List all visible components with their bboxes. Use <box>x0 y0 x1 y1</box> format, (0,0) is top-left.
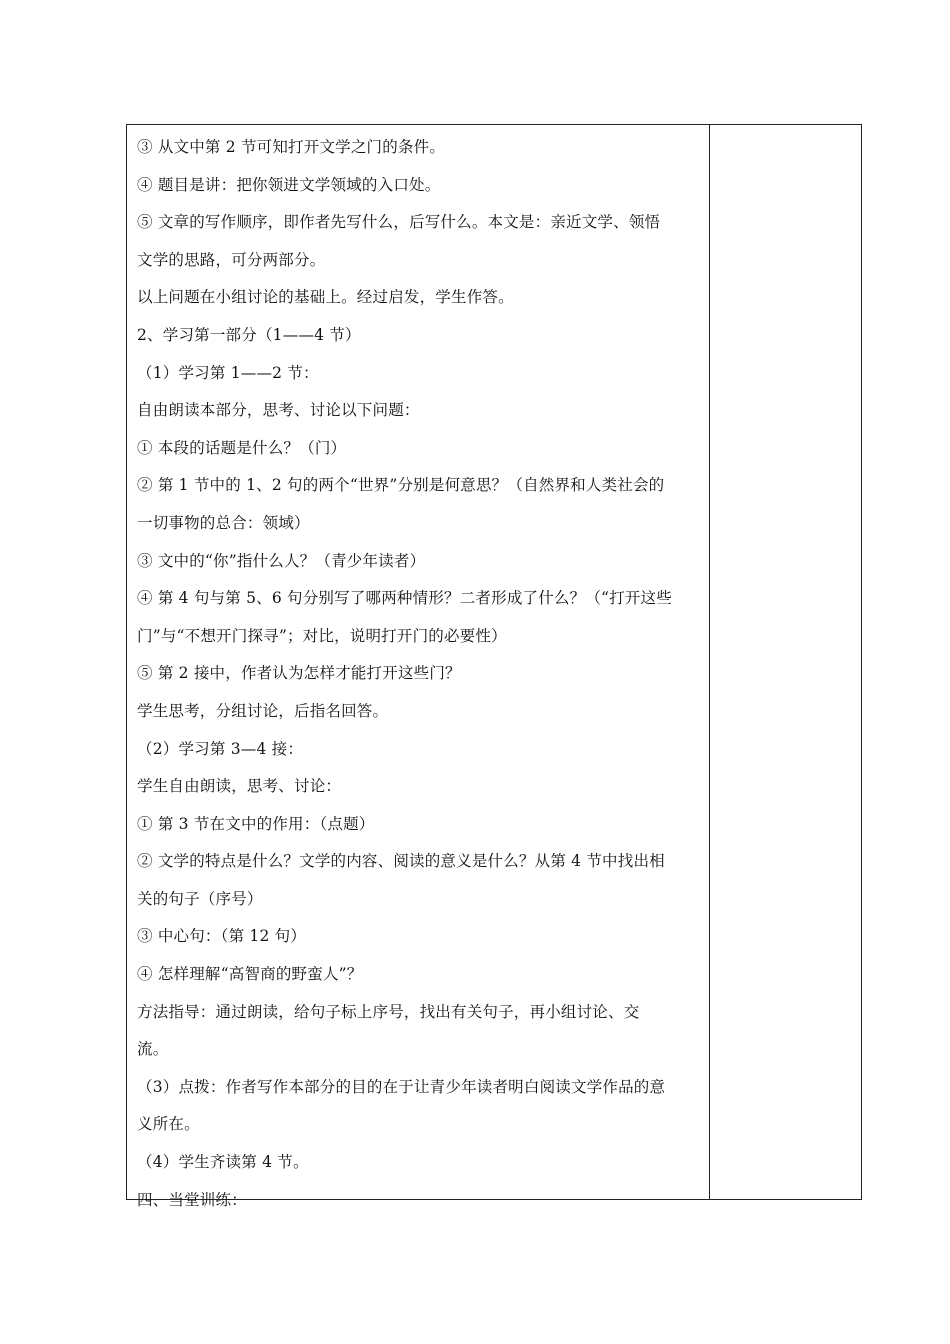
text-line: 自由朗读本部分，思考、讨论以下问题： <box>137 401 420 420</box>
subsection-heading: （4）学生齐读第 4 节。 <box>137 1153 309 1172</box>
question-line: 门”与“不想开门探寻”；对比，说明打开门的必要性） <box>137 626 507 645</box>
text-line: ④ 题目是讲：把你领进文学领域的入口处。 <box>137 175 441 194</box>
notes-cell <box>710 125 861 1199</box>
lesson-content-cell <box>127 125 710 1209</box>
question-line: ① 第 3 节在文中的作用：（点题） <box>137 814 375 833</box>
question-line: ① 本段的话题是什么？（门） <box>137 438 347 457</box>
text-line: 流。 <box>137 1040 169 1059</box>
text-line: 文学的思路，可分两部分。 <box>137 250 326 269</box>
text-line: 学生思考，分组讨论，后指名回答。 <box>137 701 389 720</box>
question-line: ② 第 1 节中的 1、2 句的两个“世界”分别是何意思？（自然界和人类社会的 <box>137 476 665 495</box>
question-line: ④ 第 4 句与第 5、6 句分别写了哪两种情形？二者形成了什么？（“打开这些 <box>137 589 672 608</box>
question-line: 一切事物的总合：领域） <box>137 513 310 532</box>
section-heading: 四、当堂训练： <box>137 1190 247 1209</box>
question-line: ⑤ 第 2 接中，作者认为怎样才能打开这些门？ <box>137 664 461 683</box>
question-line: ③ 文中的“你”指什么人？（青少年读者） <box>137 551 426 570</box>
question-line: ② 文学的特点是什么？文学的内容、阅读的意义是什么？从第 4 节中找出相 <box>137 852 665 871</box>
subsection-heading: （2）学习第 3—4 接： <box>137 739 304 758</box>
question-line: 关的句子（序号） <box>137 889 263 908</box>
text-line: ③ 从文中第 2 节可知打开文学之门的条件。 <box>137 138 446 156</box>
question-line: ③ 中心句：（第 12 句） <box>137 927 307 946</box>
text-line: 学生自由朗读，思考、讨论： <box>137 777 342 796</box>
subsection-heading: （3）点拨：作者写作本部分的目的在于让青少年读者明白阅读文学作品的意 <box>137 1077 666 1096</box>
question-line: ④ 怎样理解“高智商的野蛮人”？ <box>137 965 363 984</box>
section-heading: 2、学习第一部分（1——4 节） <box>137 325 361 344</box>
text-line: 方法指导：通过朗读，给句子标上序号，找出有关句子，再小组讨论、交 <box>137 1002 640 1021</box>
lesson-plan-table <box>126 124 862 1209</box>
text-line: ⑤ 文章的写作顺序，即作者先写什么，后写什么。本文是：亲近文学、领悟 <box>137 213 661 232</box>
subsection-heading: （1）学习第 1——2 节： <box>137 363 319 382</box>
text-line: 义所在。 <box>137 1115 200 1134</box>
text-line: 以上问题在小组讨论的基础上。经过启发，学生作答。 <box>137 288 514 307</box>
